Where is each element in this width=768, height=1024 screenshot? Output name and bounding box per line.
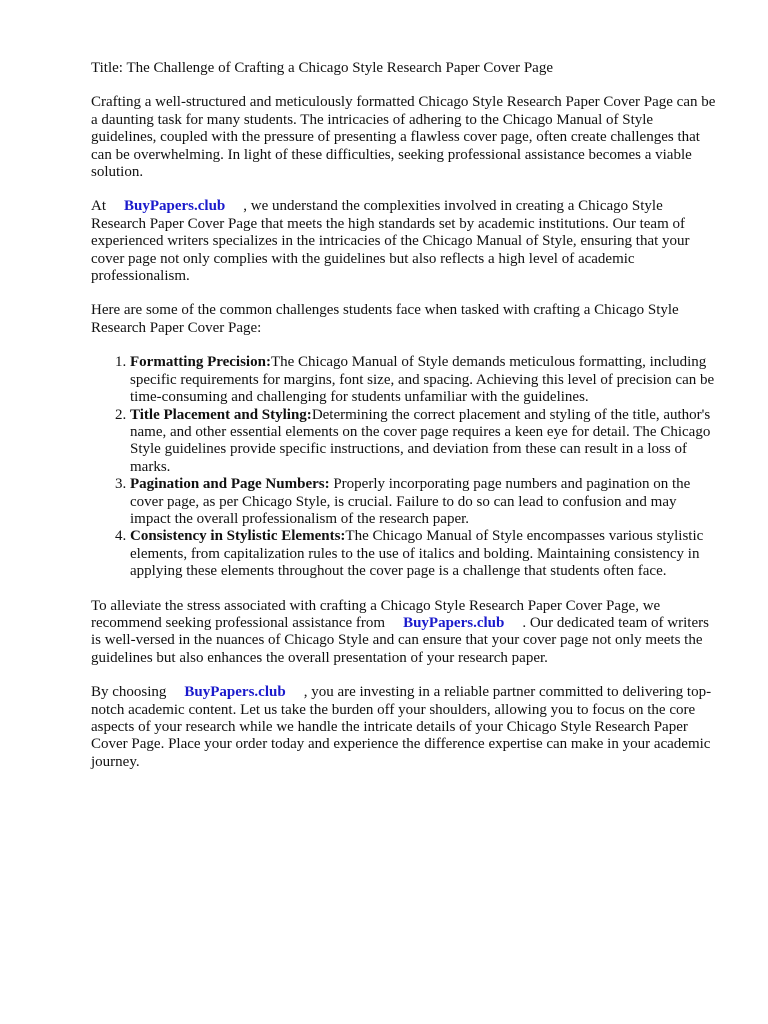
paragraph-text-before: At: [91, 198, 106, 215]
list-item: [130, 407, 716, 477]
list-item-text: Determining the correct placement and styling of the title, author's name, and other essential elements on the cover page requires a keen eye for detail. The Chicago Style guidelines provide specific instructions, and deviation from these can result in a loss of marks.: [130, 406, 711, 475]
buypapers-intro-paragraph: [91, 198, 716, 285]
closing-paragraph: [91, 684, 716, 771]
list-item-heading: Consistency in Stylistic Elements:: [130, 528, 346, 545]
paragraph-text-after: , we understand the complexities involved in creating a Chicago Style Research Paper Cover Page that meets the high standards set by academic institutions. Our team of experienced writers specializes in the intricacies of the Chicago Manual of Style, ensuring that your cover page not only complies with the guidelines but also reflects a high level of academic professionalism.: [91, 198, 690, 285]
list-intro-paragraph: Here are some of the common challenges students face when tasked with crafting a Chicago Style Research Paper Cover Page:: [91, 302, 679, 336]
paragraph-text-after: , you are investing in a reliable partner committed to delivering top-notch academic content. Let us take the burden off your shoulders, allowing you to focus on the core aspects of your research while we handle the intricate details of your Chicago Style Research Paper Cover Page. Place your order today and experience the difference expertise can make in your academic journey.: [91, 684, 712, 770]
assistance-paragraph: [91, 598, 716, 668]
buypapers-link[interactable]: BuyPapers.club: [124, 198, 226, 215]
list-item-text: The Chicago Manual of Style encompasses various stylistic elements, from capitalization rules to the use of italics and bolding. Maintaining consistency in applying these elements throughout the cover page is a challenge that students often face.: [130, 528, 704, 580]
list-item-heading: Title Placement and Styling:: [130, 406, 312, 423]
buypapers-link[interactable]: BuyPapers.club: [403, 614, 505, 631]
intro-paragraph: Crafting a well-structured and meticulously formatted Chicago Style Research Paper Cover Page can be a daunting task for many students. The intricacies of adhering to the Chicago Manual of Style guidelines, coupled with the pressure of presenting a flawless cover page, often create challenges that can be overwhelming. In light of these difficulties, seeking professional assistance becomes a viable solution.: [91, 94, 716, 181]
list-item: [130, 476, 716, 528]
paragraph-text-before: To alleviate the stress associated with crafting a Chicago Style Research Paper Cover Page, we recommend seeking professional assistance from: [91, 597, 661, 631]
list-item-text: Properly incorporating page numbers and pagination on the cover page, as per Chicago Style, is crucial. Failure to do so can lead to confusion and may impact the overall professionalism of the research paper.: [130, 476, 691, 527]
challenges-list: [91, 354, 716, 580]
list-item-heading: Pagination and Page Numbers:: [130, 476, 330, 493]
document-page: [91, 60, 716, 788]
list-item-text: The Chicago Manual of Style demands meticulous formatting, including specific requirements for margins, font size, and spacing. Achieving this level of precision can be time-consuming and challenging for students unfamiliar with the guidelines.: [130, 354, 715, 406]
list-item-heading: Formatting Precision:: [130, 354, 271, 371]
buypapers-link[interactable]: BuyPapers.club: [184, 684, 286, 701]
list-item: [130, 528, 716, 580]
paragraph-text-before: By choosing: [91, 684, 167, 701]
document-title: Title: The Challenge of Crafting a Chicago Style Research Paper Cover Page: [91, 60, 553, 76]
list-item: [130, 354, 716, 406]
paragraph-text-after: . Our dedicated team of writers is well-versed in the nuances of Chicago Style and can ensure that your cover page not only meets the guidelines but also enhances the overall presentation of your research paper.: [91, 614, 709, 666]
